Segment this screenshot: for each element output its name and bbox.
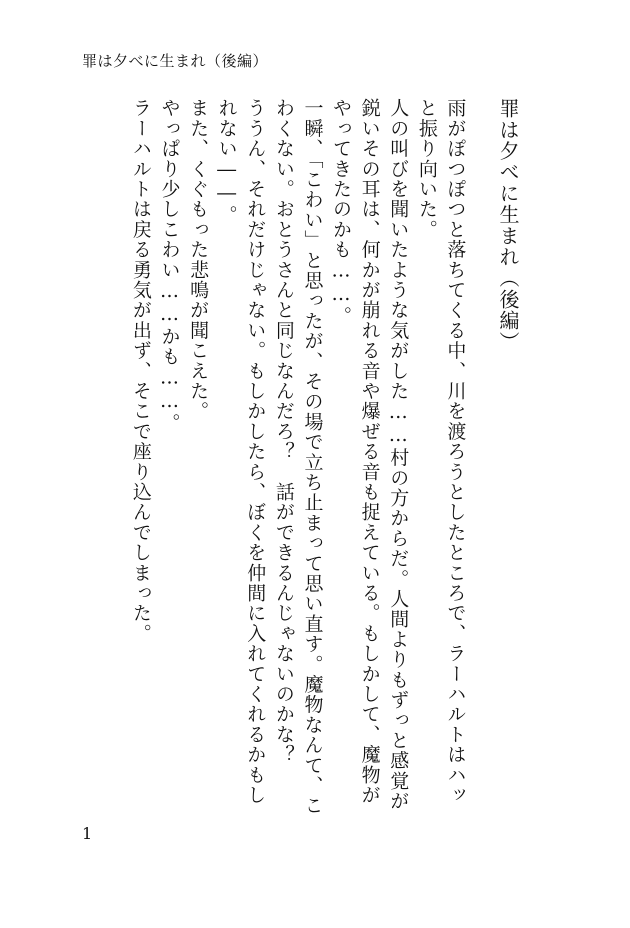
page-number: 1 (82, 824, 93, 843)
paragraph: また、くぐもった悲鳴が聞こえた。 (187, 98, 210, 422)
paragraph: 人の叫びを聞いたような気がした……村の方からだ。人間よりもずっと感覚が鋭いその耳は、何かが崩れる音や爆ぜる音も捉えている。もしかして、魔物がやってきたのかも……。 (330, 98, 410, 811)
paragraph: 一瞬、「こわい」と思ったが、その場で立ち止まって思い直す。魔物なんて、こわくない。おとうさんと同じなんだろ？ 話ができるんじゃないのかな？ (272, 98, 324, 816)
chapter-title: 罪は夕べに生まれ（後編） (496, 98, 520, 353)
paragraph: 雨がぽつぽつと落ちてくる中、川を渡ろうとしたところで、ラーハルトはハッと振り向いた。 (415, 98, 467, 805)
paragraph: ううん、それだけじゃない。もしかしたら、ぼくを仲間に入れてくれるかもしれない――。 (215, 98, 267, 805)
paragraph: やっぱり少しこわい……かも……。 (158, 98, 181, 434)
paragraph: ラーハルトは戻る勇気が出ず、そこで座り込んでしまった。 (129, 98, 152, 644)
body-text-vertical (126, 98, 522, 818)
running-header: 罪は夕べに生まれ（後編） (82, 52, 269, 70)
